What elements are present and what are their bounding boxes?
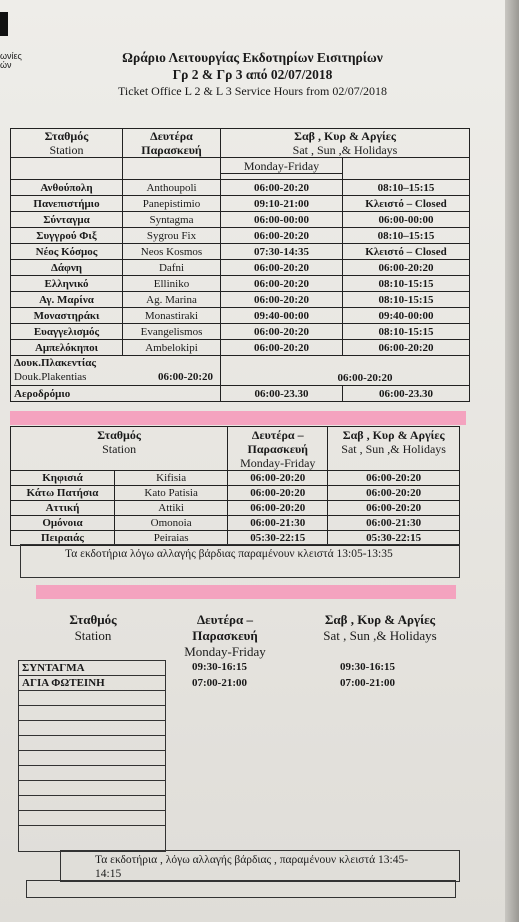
station-greek: Νέος Κόσμος xyxy=(11,244,123,260)
station-latin: Panepistimio xyxy=(123,196,221,212)
table-row xyxy=(19,676,166,691)
station-greek: Μοναστηράκι xyxy=(11,308,123,324)
table-row xyxy=(11,308,470,324)
table-cell xyxy=(221,356,470,386)
weekday-hours: 06:00-20:20 xyxy=(228,471,328,486)
station-greek: Κάτω Πατήσια xyxy=(11,486,115,501)
schedule-table-2 xyxy=(10,426,460,546)
table-row xyxy=(11,340,470,356)
station-latin: Sygrou Fix xyxy=(123,228,221,244)
empty-cell xyxy=(19,706,166,721)
station-greek: Σύνταγμα xyxy=(11,212,123,228)
station-greek: Ομόνοια xyxy=(11,516,115,531)
table-row xyxy=(11,260,470,276)
station-greek: Ευαγγελισμός xyxy=(11,324,123,340)
table2-body xyxy=(11,471,460,546)
station-latin: Kifisia xyxy=(115,471,228,486)
table-row xyxy=(11,276,470,292)
table3-body xyxy=(19,661,166,852)
weekend-hours: 08:10-15:15 xyxy=(343,292,470,308)
col-header-weekend: Σαβ , Κυρ & Αργίες Sat , Sun ,& Holidays xyxy=(328,427,460,471)
weekday-hours: 06:00-23.30 xyxy=(221,386,343,402)
station-greek: Αμπελόκηποι xyxy=(11,340,123,356)
station-latin: Peiraias xyxy=(115,531,228,546)
table-row xyxy=(19,811,166,826)
col-header-weekend: Σαβ , Κυρ & Αργίες Sat , Sun ,& Holidays xyxy=(323,612,437,643)
table-row xyxy=(11,292,470,308)
logo-mark xyxy=(0,12,8,36)
station-latin: Kato Patisia xyxy=(115,486,228,501)
weekday-hours: 06:00-20:20 xyxy=(221,276,343,292)
station-greek: Ανθούπολη xyxy=(11,180,123,196)
station-latin: Ambelokipi xyxy=(123,340,221,356)
station-latin: Neos Kosmos xyxy=(123,244,221,260)
weekday-hours: 06:00-20:20 xyxy=(221,292,343,308)
col-header-station: Σταθμός Station xyxy=(11,427,228,471)
station-greek: Πειραιάς xyxy=(11,531,115,546)
table-row xyxy=(11,244,470,260)
weekend-hours: 09:40-00:00 xyxy=(343,308,470,324)
table-row xyxy=(11,386,221,402)
weekday-hours: 06:00-20:20 xyxy=(221,340,343,356)
table-row xyxy=(19,661,166,676)
empty-cell xyxy=(19,796,166,811)
weekday-hours: 06:00-20:20 xyxy=(228,501,328,516)
table-row xyxy=(11,516,460,531)
weekday-hours: 07:30-14:35 xyxy=(221,244,343,260)
table-row xyxy=(11,356,221,386)
empty-cell xyxy=(19,691,166,706)
empty-cell xyxy=(19,811,166,826)
station-name: ΣΥΝΤΑΓΜΑ xyxy=(19,661,166,676)
paper-edge-shadow xyxy=(505,0,519,922)
col-header-station: Σταθμός Station xyxy=(69,612,117,643)
table-row xyxy=(11,324,470,340)
table-row xyxy=(19,706,166,721)
spacer-cell xyxy=(11,158,123,174)
col-header-station: Σταθμός Station xyxy=(11,129,123,158)
weekend-hours: 05:30-22:15 xyxy=(328,531,460,546)
closure-note-1: Τα εκδοτήρια λόγω αλλαγής βάρδιας παραμένουν κλειστά 13:05-13:35 xyxy=(20,544,460,578)
schedule-table-3 xyxy=(18,660,166,852)
weekend-hours: 06:00-20:20 xyxy=(328,471,460,486)
weekday-hours: 06:00-20:20 xyxy=(221,228,343,244)
spacer-cell xyxy=(123,158,221,174)
station-greek: Πανεπιστήμιο xyxy=(11,196,123,212)
schedule-table-1 xyxy=(10,128,470,402)
col-header-weekday: Δευτέρα Παρασκευή xyxy=(123,129,221,158)
weekend-hours: 08:10–15:15 xyxy=(343,228,470,244)
table-row xyxy=(19,691,166,706)
spacer-cell xyxy=(343,158,470,174)
station-greek: Κηφισιά xyxy=(11,471,115,486)
station-latin: Dafni xyxy=(123,260,221,276)
table-row xyxy=(11,228,470,244)
weekday-hours: 09:10-21:00 xyxy=(221,196,343,212)
table-row xyxy=(11,196,470,212)
station-latin: Attiki xyxy=(115,501,228,516)
highlight-strip xyxy=(36,585,456,599)
station-greek: Συγγρού Φιξ xyxy=(11,228,123,244)
weekend-hours: 09:30-16:15 xyxy=(340,661,395,673)
table-row xyxy=(11,486,460,501)
station-latin: Ag. Marina xyxy=(123,292,221,308)
weekend-hours: 06:00-23.30 xyxy=(343,386,470,402)
empty-cell xyxy=(19,766,166,781)
empty-cell xyxy=(19,751,166,766)
empty-box xyxy=(26,880,456,898)
station-greek: Αγ. Μαρίνα xyxy=(11,292,123,308)
weekday-hours: 09:30-16:15 xyxy=(192,661,247,673)
table-row xyxy=(19,766,166,781)
weekend-hours: 08:10-15:15 xyxy=(343,324,470,340)
station-latin: Anthoupoli xyxy=(123,180,221,196)
station-greek: Αττική xyxy=(11,501,115,516)
weekend-hours: 06:00-00:00 xyxy=(343,212,470,228)
weekday-hours: 06:00-20:20 xyxy=(221,180,343,196)
station-greek: Ελληνικό xyxy=(11,276,123,292)
weekend-hours: 06:00-20:20 xyxy=(328,501,460,516)
weekend-hours: 06:00-21:30 xyxy=(328,516,460,531)
table-row xyxy=(19,721,166,736)
table1-body xyxy=(11,180,470,356)
station-greek: Δουκ.Πλακεντίας xyxy=(14,357,97,369)
table-row xyxy=(19,796,166,811)
table-row xyxy=(19,751,166,766)
weekday-hours: 06:00-20:20 xyxy=(221,260,343,276)
col-header-weekend: Σαβ , Κυρ & Αργίες Sat , Sun ,& Holidays xyxy=(221,129,470,158)
col-subheader-weekday-en: Monday-Friday xyxy=(221,158,343,174)
empty-cell xyxy=(19,736,166,751)
closure-note-2: Τα εκδοτήρια , λόγω αλλαγής βάρδιας , παραμένουν κλειστά 13:45- 14:15 xyxy=(60,850,460,882)
weekday-hours: 06:00-21:30 xyxy=(228,516,328,531)
weekend-hours: 06:00-20:20 xyxy=(343,260,470,276)
weekday-hours: 09:40-00:00 xyxy=(221,308,343,324)
weekend-hours: 07:00-21:00 xyxy=(340,677,395,689)
weekend-hours: Κλειστό – Closed xyxy=(343,244,470,260)
weekday-hours: 05:30-22:15 xyxy=(228,531,328,546)
weekday-hours: 07:00-21:00 xyxy=(192,677,247,689)
station-latin: Douk.Plakentias xyxy=(14,371,87,383)
station-latin: Syntagma xyxy=(123,212,221,228)
highlight-strip xyxy=(10,411,466,425)
table-row xyxy=(19,736,166,751)
weekday-hours: 06:00-20:20 xyxy=(158,371,213,383)
station-greek: Αεροδρόμιο xyxy=(14,387,71,400)
station-latin: Evangelismos xyxy=(123,324,221,340)
table-row xyxy=(19,826,166,852)
weekday-hours: 06:00-20:20 xyxy=(228,486,328,501)
title-english: Ticket Office L 2 & L 3 Service Hours from 02/07/2018 xyxy=(117,84,388,98)
empty-cell xyxy=(19,826,166,852)
weekday-hours: 06:00-20:20 xyxy=(221,324,343,340)
empty-cell xyxy=(19,721,166,736)
weekend-hours: 06:00-20:20 xyxy=(337,372,393,384)
weekend-hours: 06:00-20:20 xyxy=(328,486,460,501)
station-name: ΑΓΙΑ ΦΩΤΕΙΝΗ xyxy=(19,676,166,691)
table-row xyxy=(19,781,166,796)
station-latin: Monastiraki xyxy=(123,308,221,324)
table-row xyxy=(11,471,460,486)
col-header-weekday: Δευτέρα – Παρασκευή Monday-Friday xyxy=(184,612,266,659)
weekday-hours: 06:00-00:00 xyxy=(221,212,343,228)
weekend-hours: 08:10–15:15 xyxy=(343,180,470,196)
table-row xyxy=(11,180,470,196)
subtitle-greek: Γρ 2 & Γρ 3 από 02/07/2018 xyxy=(172,67,333,82)
title-greek: Ωράριο Λειτουργίας Εκδοτηρίων Εισιτηρίων xyxy=(122,50,383,65)
station-greek: Δάφνη xyxy=(11,260,123,276)
empty-cell xyxy=(19,781,166,796)
table-row xyxy=(11,501,460,516)
station-latin: Omonoia xyxy=(115,516,228,531)
weekend-hours: 08:10-15:15 xyxy=(343,276,470,292)
table-row xyxy=(11,212,470,228)
station-latin: Elliniko xyxy=(123,276,221,292)
weekend-hours: 06:00-20:20 xyxy=(343,340,470,356)
logo-text: ωνίες ών xyxy=(0,51,22,70)
weekend-hours: Κλειστό – Closed xyxy=(343,196,470,212)
col-header-weekday: Δευτέρα – Παρασκευή Monday-Friday xyxy=(228,427,328,471)
